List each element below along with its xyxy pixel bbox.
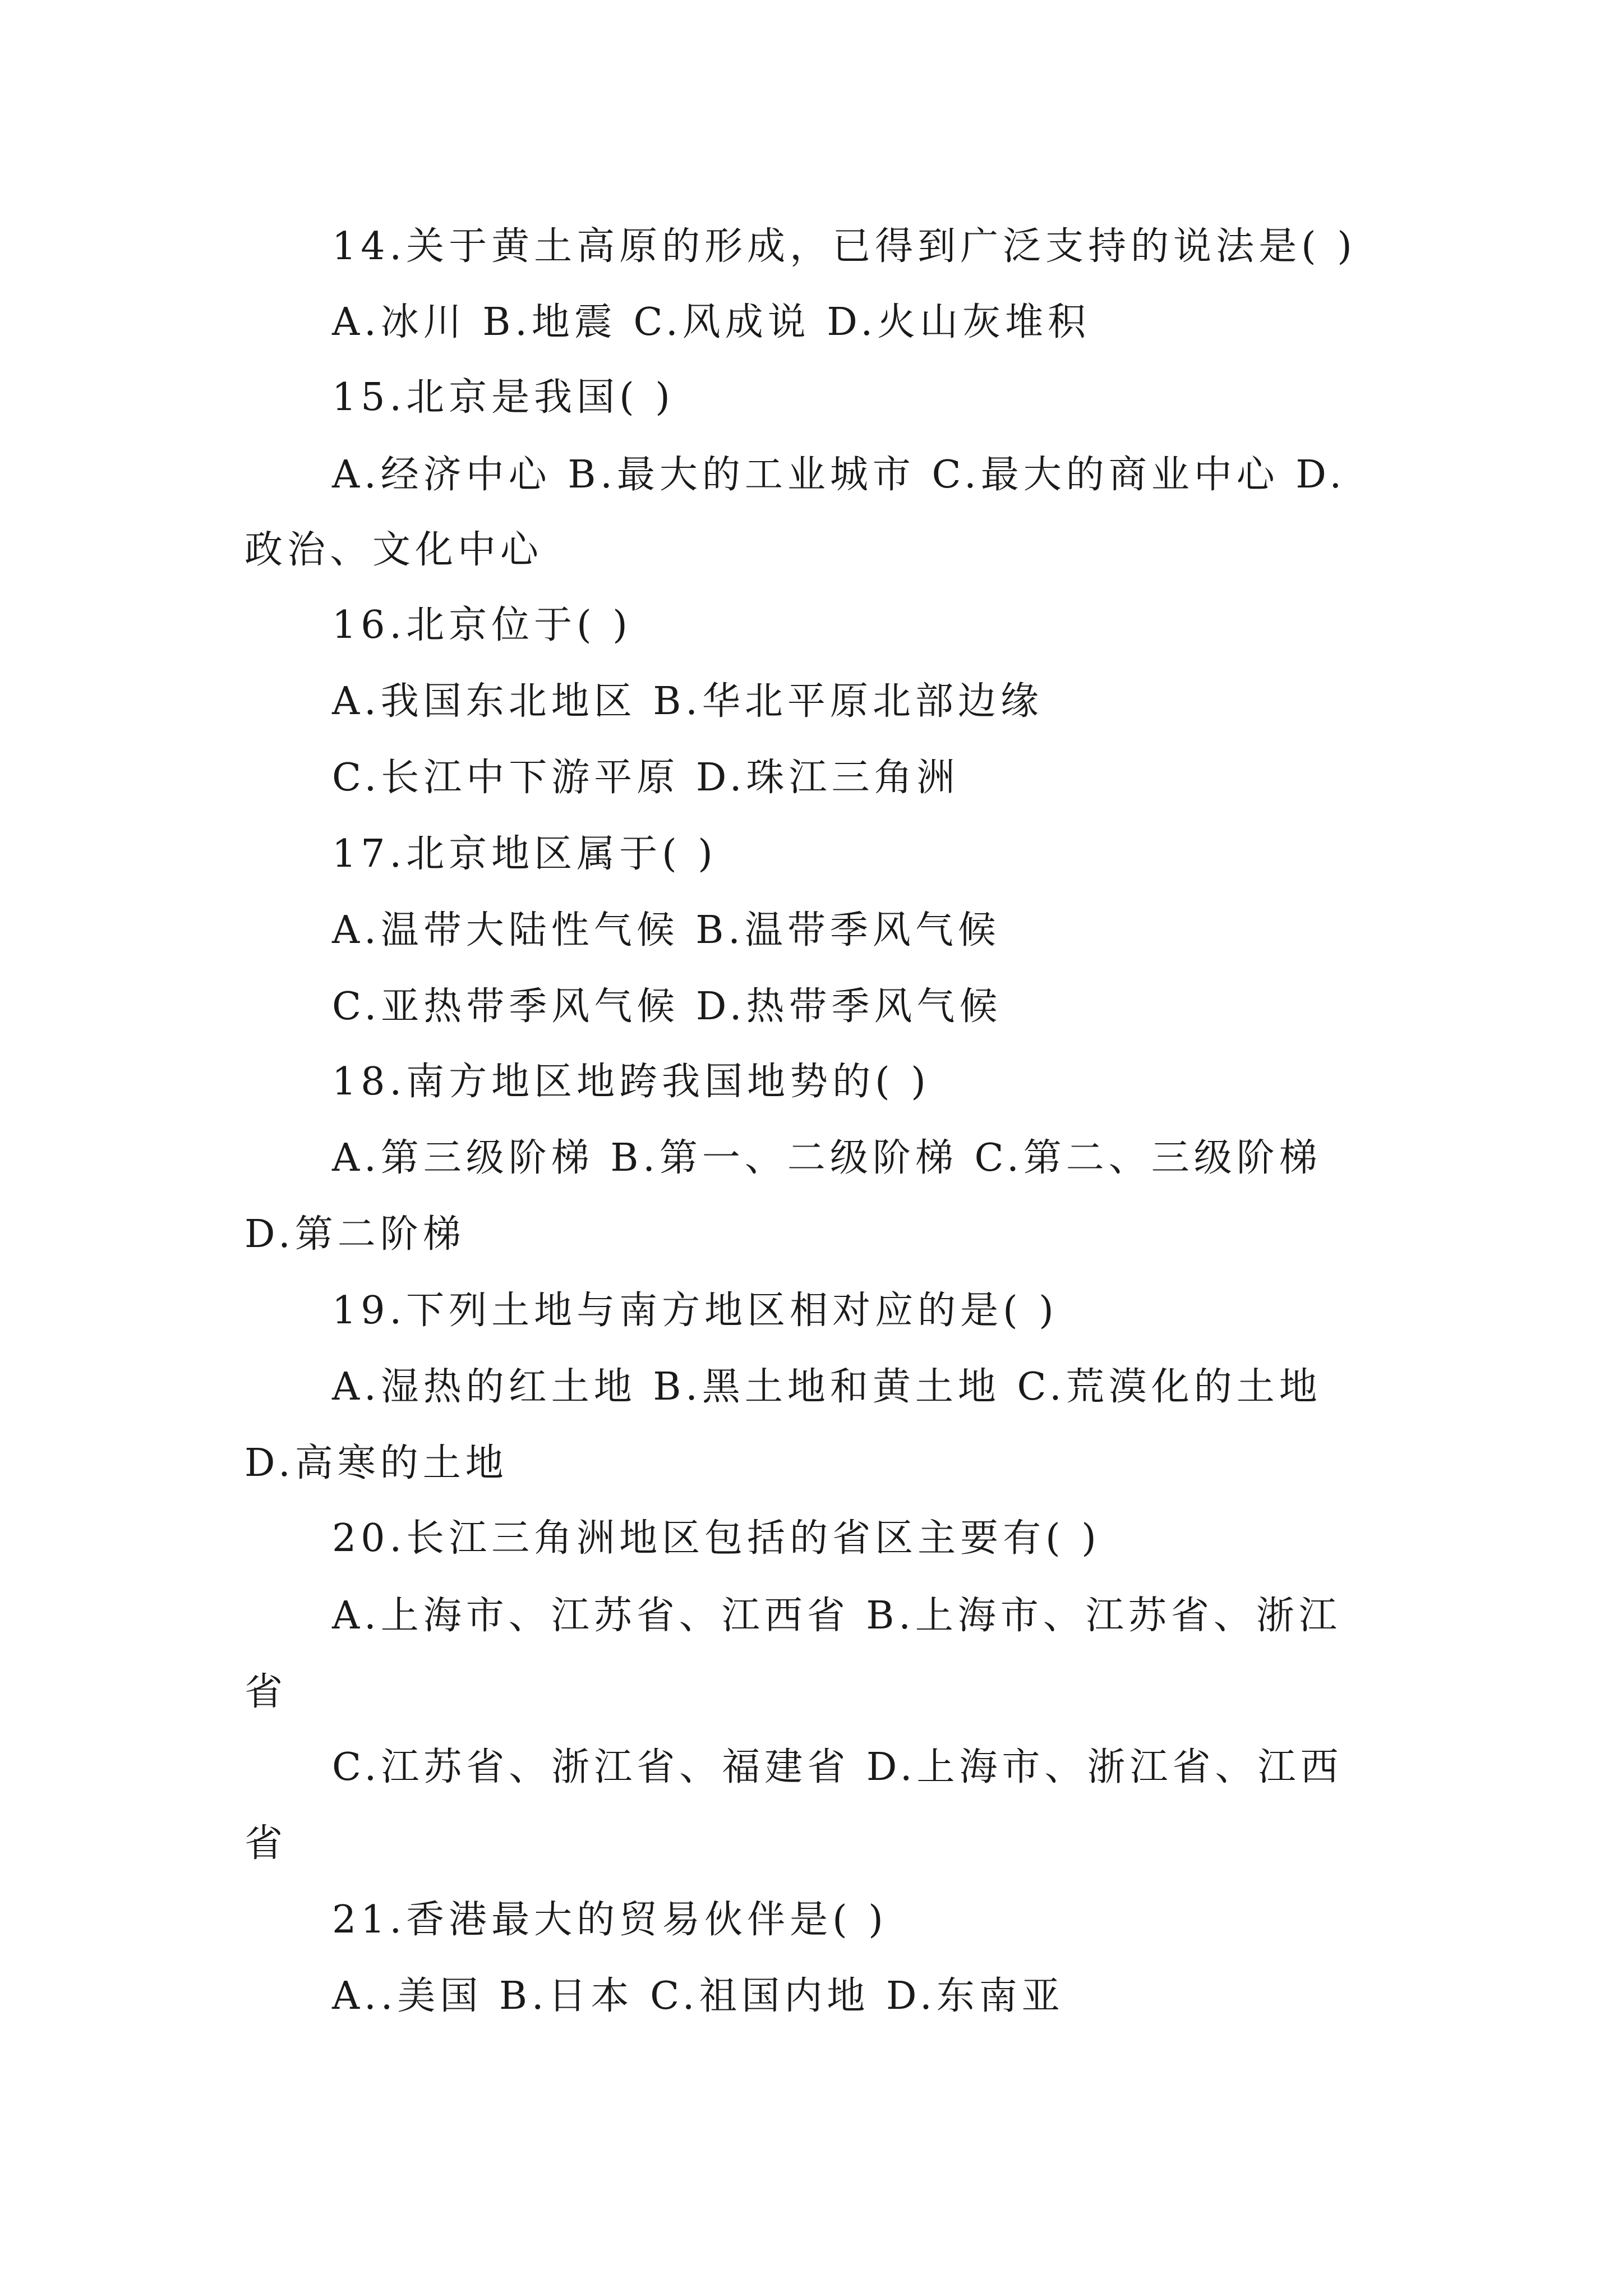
question-18-options: A.第三级阶梯 B.第一、二级阶梯 C.第二、三级阶梯	[332, 1136, 1322, 1180]
question-20-options-1: A.上海市、江苏省、江西省 B.上海市、江苏省、浙江	[332, 1594, 1341, 1638]
question-20-options-2-cont: 省	[245, 1821, 288, 1866]
question-15-options: A.经济中心 B.最大的工业城市 C.最大的商业中心 D.	[332, 453, 1347, 497]
question-18-options-cont: D.第二阶梯	[245, 1212, 465, 1257]
question-14-stem: 14.关于黄土高原的形成，已得到广泛支持的说法是( )	[332, 224, 1357, 269]
question-19-stem: 19.下列土地与南方地区相对应的是( )	[332, 1289, 1058, 1333]
question-20-options-1-cont: 省	[245, 1670, 288, 1714]
question-20-options-2: C.江苏省、浙江省、福建省 D.上海市、浙江省、江西	[332, 1745, 1343, 1789]
question-19-options-cont: D.高寒的土地	[245, 1441, 508, 1485]
question-16-stem: 16.北京位于( )	[332, 603, 632, 647]
question-21-options: A..美国 B.日本 C.祖国内地 D.东南亚	[332, 1974, 1064, 2018]
question-19-options: A.湿热的红土地 B.黑土地和黄土地 C.荒漠化的土地	[332, 1365, 1322, 1409]
question-17-options-2: C.亚热带季风气候 D.热带季风气候	[332, 984, 1002, 1029]
question-16-options-1: A.我国东北地区 B.华北平原北部边缘	[332, 679, 1043, 724]
question-15-options-cont: 政治、文化中心	[245, 528, 543, 572]
question-18-stem: 18.南方地区地跨我国地势的( )	[332, 1060, 930, 1104]
question-15-stem: 15.北京是我国( )	[332, 375, 675, 420]
question-17-stem: 17.北京地区属于( )	[332, 832, 717, 876]
question-17-options-1: A.温带大陆性气候 B.温带季风气候	[332, 908, 1000, 953]
question-20-stem: 20.长江三角洲地区包括的省区主要有( )	[332, 1516, 1101, 1561]
question-21-stem: 21.香港最大的贸易伙伴是( )	[332, 1898, 888, 1942]
question-14-options: A.冰川 B.地震 C.风成说 D.火山灰堆积	[332, 300, 1091, 344]
question-16-options-2: C.长江中下游平原 D.珠江三角洲	[332, 756, 960, 800]
